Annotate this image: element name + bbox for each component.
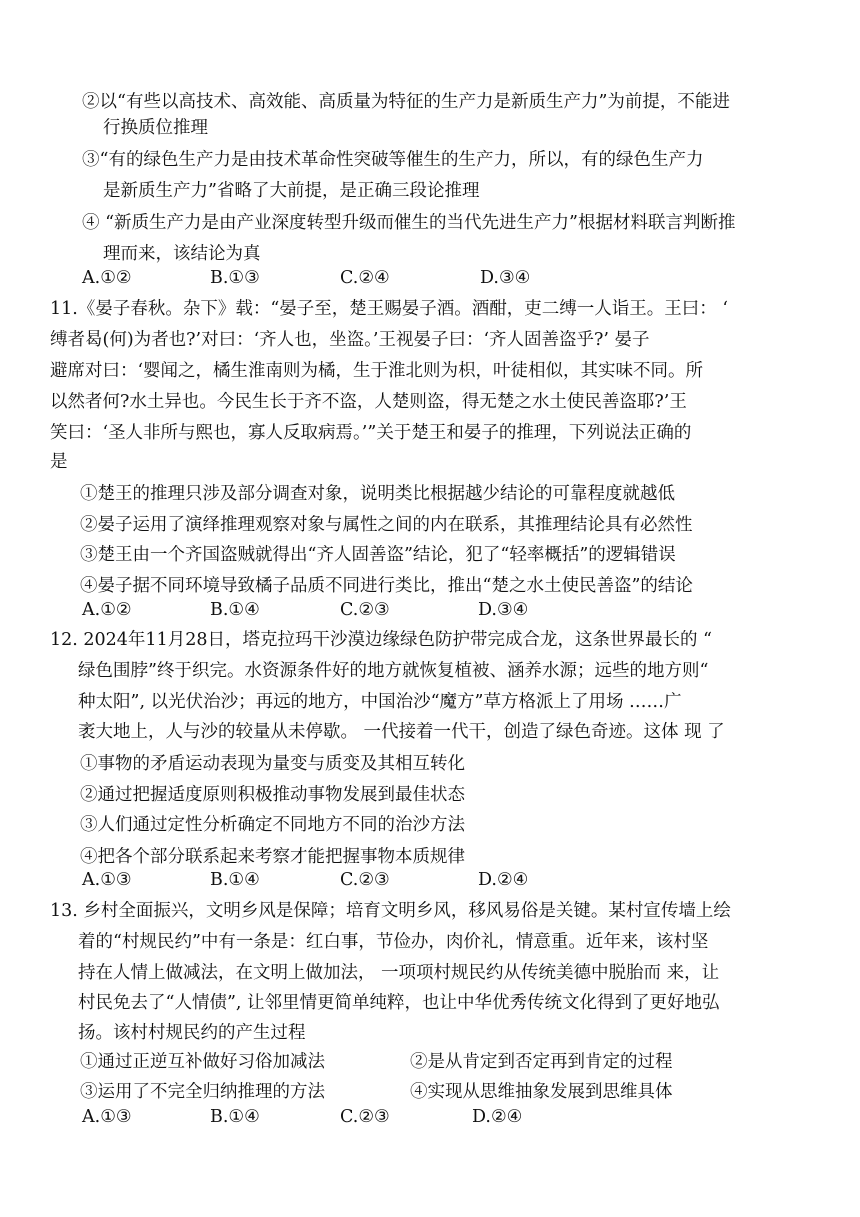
- q12-item-4: ④把各个部分联系起来考察才能把握事物本质规律: [80, 847, 465, 867]
- q11-stem-line2: 缚者曷(何)为者也?’对曰：‘齐人也，坐盗。’王视晏子曰：‘齐人固善盗乎?’ 晏子: [50, 330, 650, 350]
- q11-item-4: ④晏子据不同环境导致橘子品质不同进行类比，推出“楚之水土使民善盗”的结论: [80, 576, 693, 596]
- q12-item-3: ③人们通过定性分析确定不同地方不同的治沙方法: [80, 815, 465, 835]
- q11-option-b[interactable]: B.①④: [210, 600, 260, 620]
- q11-item-3: ③楚王由一个齐国盗贼就得出“齐人固善盗”结论，犯了“轻率概括”的逻辑错误: [80, 545, 676, 565]
- q11-stem-line6: 是: [50, 452, 68, 472]
- q13-option-c[interactable]: C.②③: [340, 1107, 390, 1127]
- q11-stem-line1: 11.《晏子春秋。杂下》载：“晏子至，楚王赐晏子酒。酒酣，吏二缚一人诣王。王曰： ‘: [50, 299, 728, 319]
- q10-item-3-line1: ③“有的绿色生产力是由技术革命性突破等催生的生产力，所以，有的绿色生产力: [82, 150, 704, 170]
- q11-item-2: ②晏子运用了演绎推理观察对象与属性之间的内在联系，其推理结论具有必然性: [80, 515, 693, 535]
- q13-stem-line3: 持在人情上做减法，在文明上做加法， 一项项村规民约从传统美德中脱胎而 来，让: [78, 963, 720, 983]
- q10-item-4-line1: ④ “新质生产力是由产业深度转型升级而催生的当代先进生产力”根据材料联言判断推: [82, 213, 736, 233]
- q10-item-2-line1: ②以“有些以高技术、高效能、高质量为特征的生产力是新质生产力”为前提，不能进: [82, 92, 730, 112]
- q11-stem-line5: 笑曰：‘圣人非所与熙也，寡人反取病焉。’”关于楚王和晏子的推理，下列说法正确的: [50, 423, 692, 443]
- q12-option-d[interactable]: D.②④: [478, 870, 529, 890]
- q11-item-1: ①楚王的推理只涉及部分调查对象，说明类比根据越少结论的可靠程度就越低: [80, 484, 675, 504]
- q12-option-b[interactable]: B.①④: [210, 870, 260, 890]
- q13-option-a[interactable]: A.①③: [82, 1107, 132, 1127]
- q11-option-d[interactable]: D.③④: [478, 600, 529, 620]
- q11-option-a[interactable]: A.①②: [82, 600, 132, 620]
- q10-item-3-line2: 是新质生产力”省略了大前提，是正确三段论推理: [103, 181, 480, 201]
- q12-stem-line2: 绿色围脖”终于织完。水资源条件好的地方就恢复植被、涵养水源；远些的地方则“: [78, 661, 709, 681]
- q13-item-2: ②是从肯定到否定再到肯定的过程: [410, 1052, 673, 1072]
- q13-item-1: ①通过正逆互补做好习俗加减法: [80, 1052, 325, 1072]
- q10-option-a[interactable]: A.①②: [82, 268, 132, 288]
- q10-option-b[interactable]: B.①③: [210, 268, 260, 288]
- q12-item-2: ②通过把握适度原则积极推动事物发展到最佳状态: [80, 785, 465, 805]
- q10-item-2-line2: 行换质位推理: [103, 118, 208, 138]
- q13-stem-line1: 13. 乡村全面振兴，文明乡风是保障；培育文明乡风，移风易俗是关键。某村宣传墙上绘: [50, 901, 731, 921]
- q13-stem-line2: 着的“村规民约”中有一条是：红白事，节俭办，肉价礼，情意重。近年来，该村坚: [78, 932, 709, 952]
- q12-stem-line4: 袤大地上，人与沙的较量从未停歇。 一代接着一代干，创造了绿色奇迹。这体 现 了: [78, 722, 725, 742]
- q11-option-c[interactable]: C.②③: [340, 600, 390, 620]
- q10-option-c[interactable]: C.②④: [340, 268, 390, 288]
- q10-option-d[interactable]: D.③④: [480, 268, 531, 288]
- q10-item-4-line2: 理而来，该结论为真: [103, 244, 261, 264]
- q12-option-a[interactable]: A.①③: [82, 870, 132, 890]
- q13-item-4: ④实现从思维抽象发展到思维具体: [410, 1082, 673, 1102]
- q12-stem-line1: 12. 2024年11月28日，塔克拉玛干沙漠边缘绿色防护带完成合龙，这条世界最长的 “: [50, 630, 712, 650]
- q13-stem-line5: 扬。该村村规民约的产生过程: [78, 1023, 306, 1043]
- q12-option-c[interactable]: C.②③: [340, 870, 390, 890]
- q11-stem-line4: 以然者何?水土异也。今民生长于齐不盗，人楚则盗，得无楚之水土使民善盗耶?’王: [50, 392, 687, 412]
- q11-stem-line3: 避席对曰：‘婴闻之，橘生淮南则为橘，生于淮北则为枳，叶徒相似，其实味不同。所: [50, 361, 704, 381]
- q13-option-d[interactable]: D.②④: [472, 1107, 523, 1127]
- q13-stem-line4: 村民免去了“人情债”, 让邻里情更简单纯粹，也让中华优秀传统文化得到了更好地弘: [78, 993, 720, 1013]
- q12-stem-line3: 种太阳”, 以光伏治沙；再远的地方，中国治沙“魔方”草方格派上了用场 ……广: [78, 692, 682, 712]
- q13-option-b[interactable]: B.①④: [210, 1107, 260, 1127]
- q12-item-1: ①事物的矛盾运动表现为量变与质变及其相互转化: [80, 754, 465, 774]
- q13-item-3: ③运用了不完全归纳推理的方法: [80, 1082, 325, 1102]
